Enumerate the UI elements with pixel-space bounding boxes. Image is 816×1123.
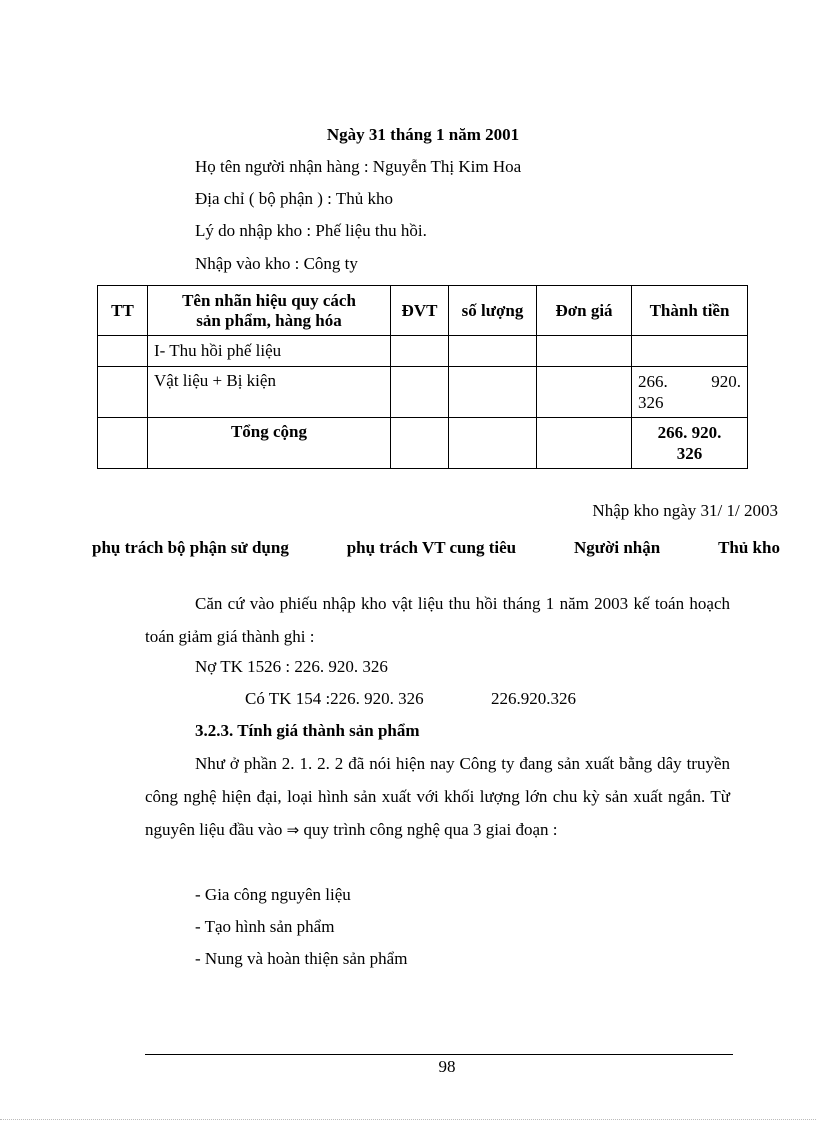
signature-row — [92, 538, 780, 558]
header-name-line2: sản phẩm, hàng hóa — [196, 310, 342, 330]
cell-quantity — [449, 418, 537, 469]
sum-label: Tổng cộng — [148, 418, 391, 469]
signer-department-head: phụ trách bộ phận sử dụng — [92, 538, 289, 557]
header-unit: ĐVT — [391, 286, 449, 336]
header-quantity: số lượng — [449, 286, 537, 336]
bullet-item: - Nung và hoàn thiện sản phẩm — [195, 949, 408, 968]
cell-quantity — [449, 336, 537, 367]
process-text-before: Như ở phần 2. 1. 2. 2 đã nói hiện nay Công ty đang sản xuất bằng dây truyền công nghệ hiện đại, loại hình sản xuất với khối lượng lớn chu kỳ sản xuất ngắn. Từ nguyên liệu đầu vào — [145, 754, 730, 839]
reason-line: Lý do nhập kho : Phế liệu thu hồi. — [195, 221, 427, 240]
paragraph-accounting: Căn cứ vào phiếu nhập kho vật liệu thu hồi tháng 1 năm 2003 kế toán hoạch toán giảm giá thành ghi : — [145, 594, 730, 646]
page-number: 98 — [438, 1057, 456, 1076]
cell-total — [632, 367, 748, 418]
table-header-row — [98, 286, 748, 336]
bullet-item: - Gia công nguyên liệu — [195, 885, 351, 904]
cell-price — [537, 336, 632, 367]
credit-amount: 226.920.326 — [491, 689, 576, 708]
total-part3: 326 — [638, 393, 664, 412]
table-row — [98, 367, 748, 418]
cell-tt — [98, 336, 148, 367]
sum-total-line1: 266. 920. — [657, 423, 722, 442]
cell-tt — [98, 367, 148, 418]
address-line: Địa chỉ ( bộ phận ) : Thủ kho — [195, 189, 393, 208]
cell-price — [537, 418, 632, 469]
signer-receiver: Người nhận — [573, 538, 661, 557]
table-row — [98, 336, 748, 367]
cell-unit — [391, 336, 449, 367]
process-text-after: quy trình công nghệ qua 3 giai đoạn : — [303, 820, 558, 839]
header-name — [148, 286, 391, 336]
cell-total — [632, 336, 748, 367]
receipt-table — [97, 285, 748, 469]
header-tt: TT — [98, 286, 148, 336]
arrow-icon: ⇒ — [286, 821, 300, 839]
header-name-line1: Tên nhãn hiệu quy cách — [182, 290, 356, 310]
receipt-date: Nhập kho ngày 31/ 1/ 2003 — [592, 501, 778, 520]
cell-quantity — [449, 367, 537, 418]
total-part1: 266. — [638, 372, 668, 391]
cell-name: I- Thu hồi phế liệu — [148, 336, 391, 367]
date-title: Ngày 31 tháng 1 năm 2001 — [326, 125, 520, 144]
bullet-item: - Tạo hình sản phẩm — [195, 917, 335, 936]
sum-total-line2: 326 — [676, 444, 703, 463]
section-heading: 3.2.3. Tính giá thành sản phẩm — [195, 721, 420, 740]
debit-entry: Nợ TK 1526 : 226. 920. 326 — [195, 657, 388, 676]
footer-divider — [145, 1054, 733, 1055]
cell-unit — [391, 367, 449, 418]
cell-name: Vật liệu + Bị kiện — [148, 367, 391, 418]
header-total: Thành tiền — [632, 286, 748, 336]
cell-tt — [98, 418, 148, 469]
sum-row — [98, 418, 748, 469]
sum-total — [632, 418, 748, 469]
credit-entry: Có TK 154 :226. 920. 326 — [245, 689, 424, 708]
warehouse-line: Nhập vào kho : Công ty — [195, 254, 358, 273]
paragraph-process — [145, 747, 730, 847]
cell-price — [537, 367, 632, 418]
header-price: Đơn giá — [537, 286, 632, 336]
page-bottom-border — [0, 1119, 816, 1120]
cell-unit — [391, 418, 449, 469]
recipient-line: Họ tên người nhận hàng : Nguyễn Thị Kim Hoa — [195, 157, 522, 176]
signer-storekeeper: Thủ kho — [718, 538, 780, 557]
total-part2: 920. — [711, 372, 741, 391]
signer-supply-head: phụ trách VT cung tiêu — [346, 538, 517, 557]
